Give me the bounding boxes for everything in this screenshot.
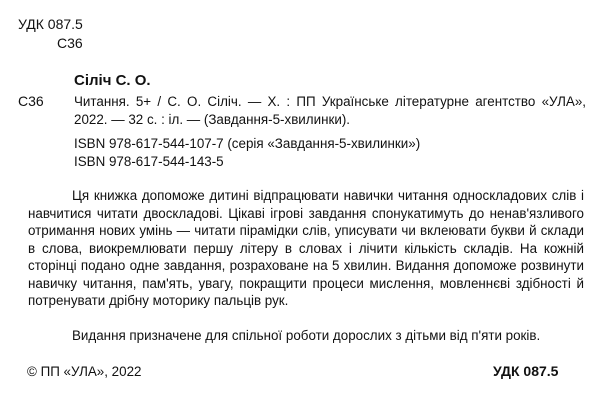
author-heading: Сіліч С. О.	[74, 72, 151, 89]
bibliographic-description: Читання. 5+ / С. О. Сіліч. — Х. : ПП Українське літературне агентство «УЛА», 2022. — 32 с. : іл. — (Завдання-5-хвилинки).	[74, 94, 586, 127]
udc-code-top: УДК 087.5	[18, 16, 83, 32]
annotation-text: Ця книжка допоможе дитині відпрацювати навички читання односкладових слів і навчитися читати двоскладові. Цікаві ігрові завдання спонукатимуть до ненав'язливого отримання нових умінь — читати пірамідки слів, уписувати чи вклеювати букви й склади в слова, виокремлювати першу літеру в словах і лічити кількість складів. На кожній сторінці подано одне завдання, розраховане на 5 хвилин. Видання допоможе розвинути навичку читання, пам'ять, увагу, покращити процеси мислення, мовленнєві здібності й потренувати дрібну моторику пальців рук.	[28, 188, 584, 308]
isbn-series: ISBN 978-617-544-107-7 (серія «Завдання-5-хвилинки»)	[74, 136, 421, 151]
annotation	[28, 187, 584, 310]
copyright-notice: © ПП «УЛА», 2022	[27, 364, 142, 379]
udc-code-bottom: УДК 087.5	[493, 363, 559, 379]
library-code-side: С36	[18, 93, 44, 109]
audience-note: Видання призначене для спільної роботи дорослих з дітьми від п'яти років.	[72, 328, 541, 343]
isbn-book: ISBN 978-617-544-143-5	[74, 154, 224, 169]
library-code-top: С36	[57, 35, 83, 51]
